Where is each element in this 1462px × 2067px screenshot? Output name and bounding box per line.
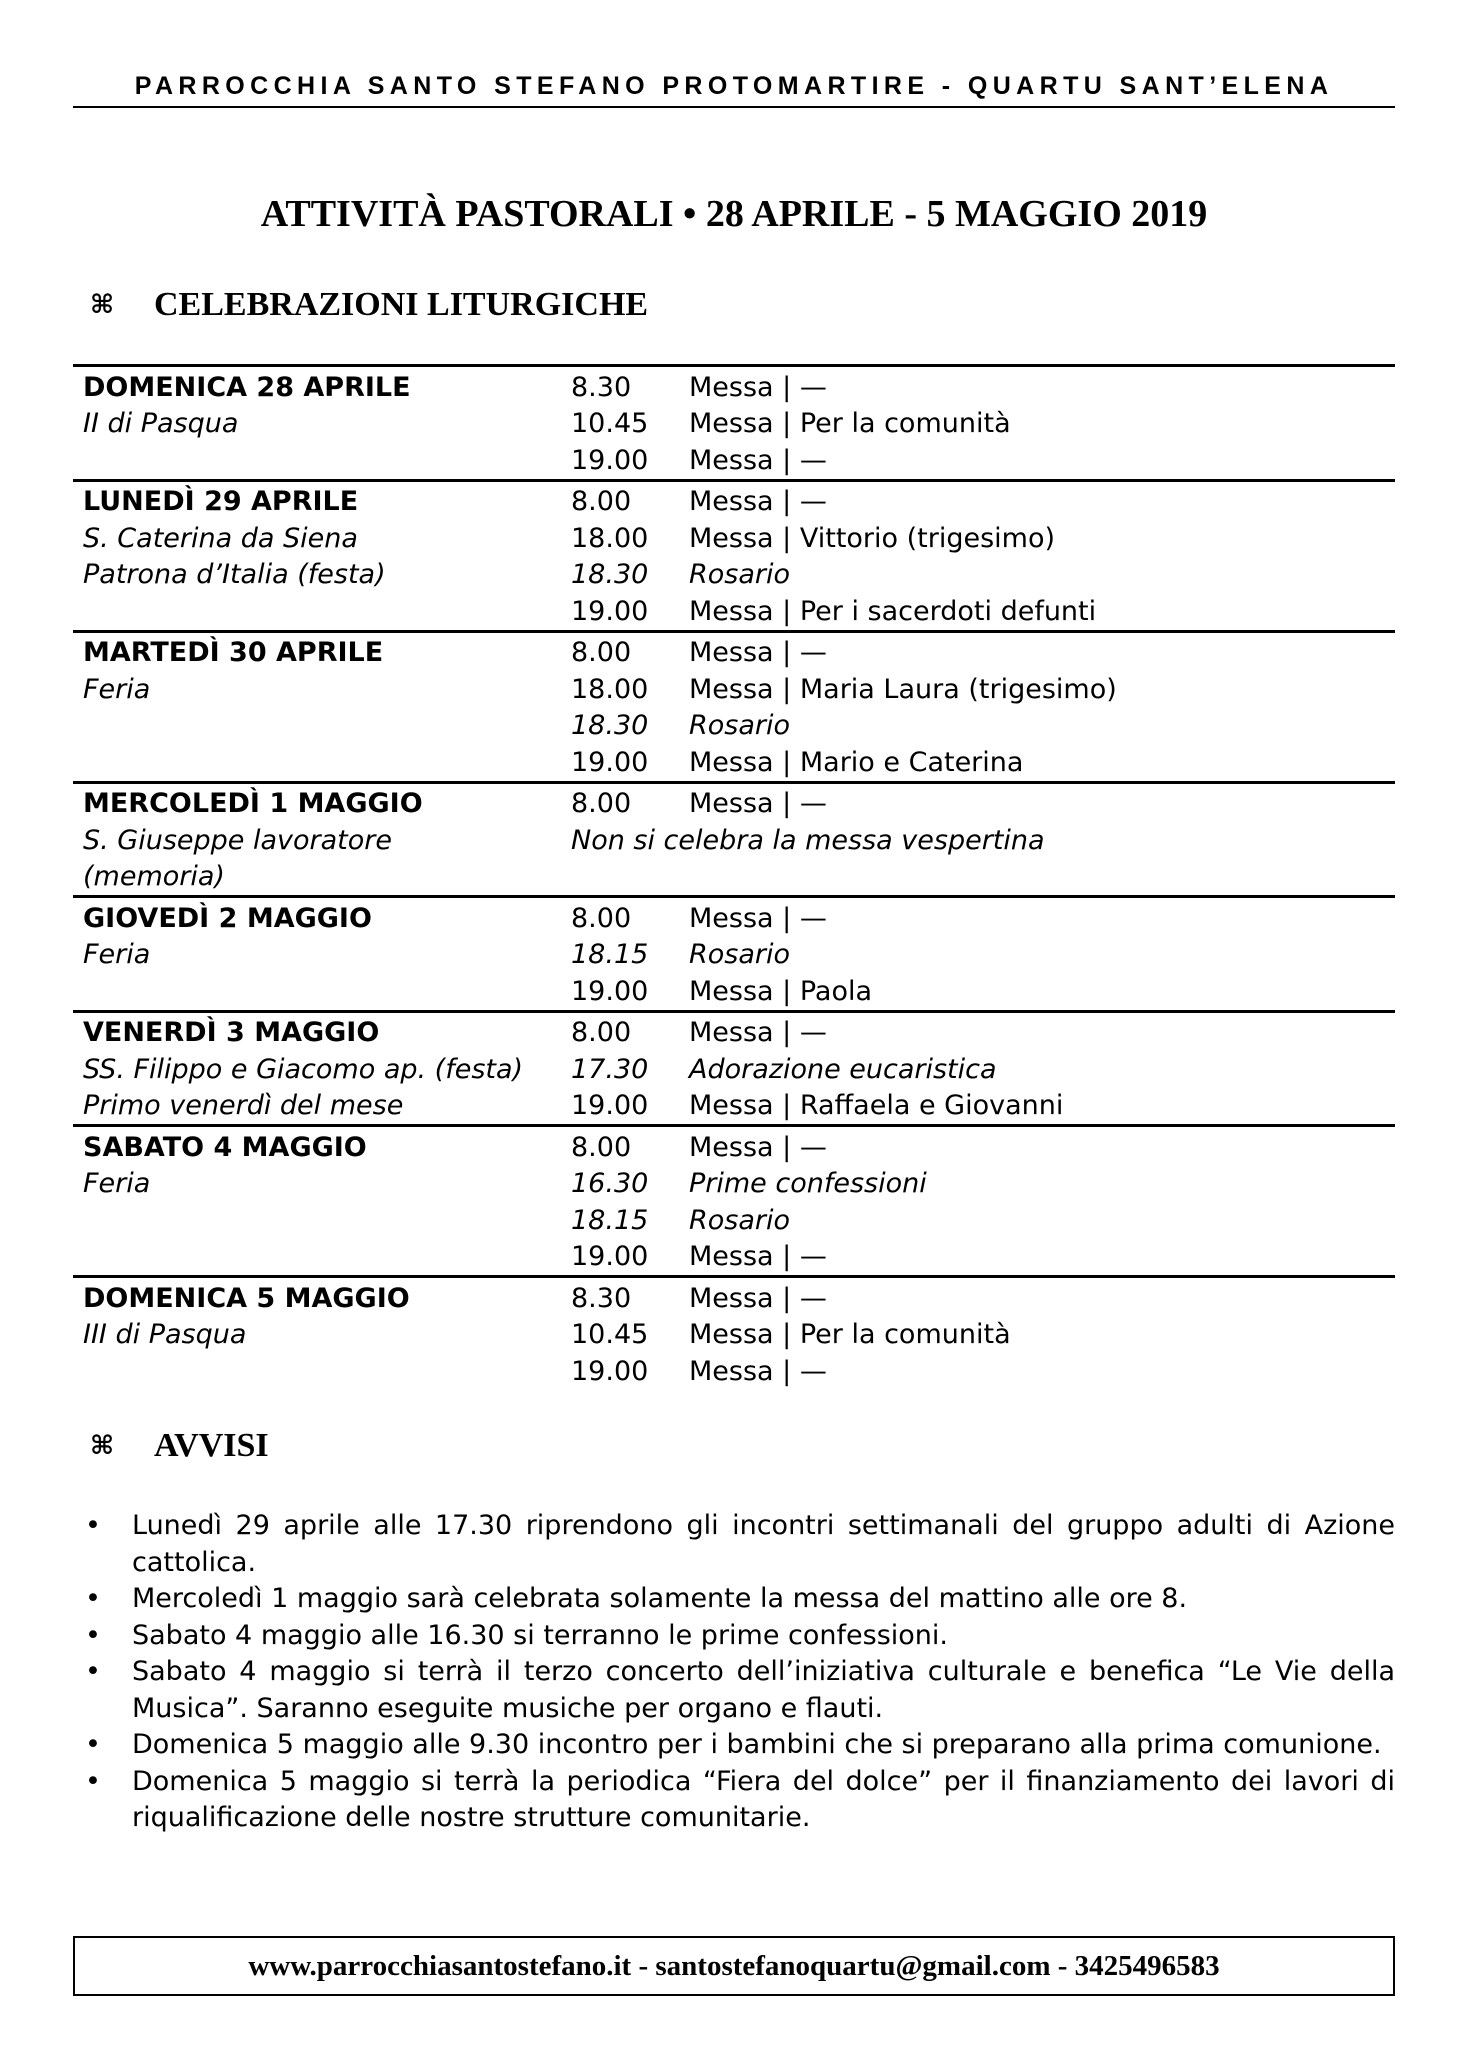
section-bullet-icon: ⌘	[90, 290, 115, 319]
entry-description: Messa | Raffaela e Giovanni	[689, 1090, 1064, 1122]
day-subtitle: S. Giuseppe lavoratore	[83, 824, 392, 856]
entry-time: 8.00	[571, 1017, 632, 1049]
parish-header: PARROCCHIA SANTO STEFANO PROTOMARTIRE - QUARTU SANT’ELENA	[73, 70, 1395, 108]
entry-time: 19.00	[571, 746, 649, 778]
schedule-row	[73, 1088, 1395, 1125]
entry-description: Messa | —	[689, 1131, 827, 1163]
page-title: ATTIVITÀ PASTORALI • 28 APRILE - 5 MAGGIO 2019	[260, 193, 1208, 235]
day-block	[73, 1124, 1395, 1275]
schedule-row	[73, 1166, 1395, 1203]
day-subtitle: Patrona d’Italia (festa)	[83, 559, 386, 591]
schedule-row	[73, 1353, 1395, 1390]
liturgy-schedule	[73, 364, 1395, 1390]
schedule-row	[73, 593, 1395, 630]
entry-time: 8.00	[571, 902, 632, 934]
day-name: SABATO 4 MAGGIO	[83, 1131, 367, 1163]
day-subtitle: II di Pasqua	[83, 408, 239, 440]
schedule-row	[73, 369, 1395, 406]
schedule-row	[73, 900, 1395, 937]
entry-time: 18.15	[571, 1204, 649, 1236]
entry-description: Messa | Paola	[689, 975, 873, 1007]
entry-time: 18.00	[571, 522, 649, 554]
entry-description: Messa | —	[689, 1017, 827, 1049]
entry-time: 19.00	[571, 975, 649, 1007]
entry-time: 10.45	[571, 408, 649, 440]
schedule-row	[73, 1129, 1395, 1166]
entry-description: Adorazione eucaristica	[689, 1053, 997, 1085]
entry-description: Messa | —	[689, 1241, 827, 1273]
day-name: MERCOLEDÌ 1 MAGGIO	[83, 788, 423, 820]
entry-time: 16.30	[571, 1168, 649, 1200]
day-subtitle: Feria	[83, 673, 151, 705]
entry-time: 18.00	[571, 673, 649, 705]
schedule-row	[73, 1015, 1395, 1052]
day-name: MARTEDÌ 30 APRILE	[83, 637, 384, 669]
notice-text: Domenica 5 maggio alle 9.30 incontro per i bambini che si preparano alla prima comunione.	[132, 1729, 1382, 1760]
day-block	[73, 479, 1395, 630]
notice-text: Sabato 4 maggio alle 16.30 si terranno le prime confessioni.	[132, 1619, 948, 1651]
entry-time: 8.30	[571, 1282, 632, 1314]
entry-description: Messa | Mario e Caterina	[689, 746, 1024, 778]
schedule-row	[73, 1239, 1395, 1276]
day-block	[73, 781, 1395, 896]
entry-description: Messa | Per la comunità	[689, 1319, 1011, 1351]
day-subtitle: SS. Filippo e Giacomo ap. (festa)	[83, 1053, 524, 1085]
section-liturgy-heading	[90, 283, 648, 327]
day-block	[73, 895, 1395, 1010]
entry-description: Messa | Per i sacerdoti defunti	[689, 595, 1097, 627]
day-block	[73, 1010, 1395, 1125]
notice-item	[73, 1618, 1395, 1655]
schedule-row	[73, 671, 1395, 708]
schedule-row	[73, 1317, 1395, 1354]
schedule-row	[73, 1051, 1395, 1088]
day-subtitle: Feria	[83, 939, 151, 971]
entry-description: Messa | Vittorio (trigesimo)	[689, 522, 1056, 554]
entry-time: 19.00	[571, 1355, 649, 1387]
schedule-row	[73, 484, 1395, 521]
schedule-row	[73, 859, 1395, 896]
footer-contacts: www.parrocchiasantostefano.it - santostefanoquartu@gmail.com - 3425496583	[248, 1949, 1220, 1982]
notice-text: Lunedì 29 aprile alle 17.30 riprendono gli incontri settimanali del gruppo adulti di Azione cattolica.	[132, 1510, 1395, 1578]
entry-description: Rosario	[689, 939, 791, 971]
day-subtitle: S. Caterina da Siena	[83, 522, 358, 554]
notice-text: Mercoledì 1 maggio sarà celebrata solamente la messa del mattino alle ore 8.	[132, 1583, 1188, 1614]
notice-item	[73, 1727, 1395, 1764]
schedule-row	[73, 520, 1395, 557]
schedule-row	[73, 786, 1395, 823]
entry-description: Messa | Per la comunità	[689, 408, 1011, 440]
notices-list	[73, 1508, 1395, 1837]
day-name: DOMENICA 5 MAGGIO	[83, 1282, 410, 1314]
entry-description: Rosario	[689, 1204, 791, 1236]
notice-text: Domenica 5 maggio si terrà la periodica “Fiera del dolce” per il finanziamento dei lavori di riqualificazione delle nostre strutture comunitarie.	[132, 1765, 1395, 1833]
entry-time: 18.30	[571, 559, 649, 591]
bullet-icon: •	[85, 1510, 101, 1541]
entry-time: 19.00	[571, 1241, 649, 1273]
entry-description: Messa | —	[689, 444, 827, 476]
schedule-row	[73, 937, 1395, 974]
notice-item	[73, 1654, 1395, 1727]
bullet-icon: •	[85, 1583, 101, 1614]
entry-time: 8.00	[571, 637, 632, 669]
entry-description: Rosario	[689, 710, 791, 742]
notice-item	[73, 1508, 1395, 1581]
schedule-row	[73, 822, 1395, 859]
entry-time: 10.45	[571, 1319, 649, 1351]
entry-description: Messa | —	[689, 1282, 827, 1314]
bullet-icon: •	[85, 1656, 101, 1687]
day-subtitle: Feria	[83, 1168, 151, 1200]
section-notices-title: AVVISI	[154, 1427, 269, 1464]
schedule-row	[73, 973, 1395, 1010]
entry-description: Rosario	[689, 559, 791, 591]
schedule-row	[73, 744, 1395, 781]
entry-note: Non si celebra la messa vespertina	[571, 824, 1045, 856]
day-subtitle: III di Pasqua	[83, 1319, 247, 1351]
entry-time: 8.00	[571, 486, 632, 518]
day-name: LUNEDÌ 29 APRILE	[83, 486, 359, 518]
entry-description: Messa | —	[689, 1355, 827, 1387]
schedule-row	[73, 635, 1395, 672]
entry-description: Prime confessioni	[689, 1168, 927, 1200]
bullet-icon: •	[85, 1765, 101, 1797]
day-block	[73, 630, 1395, 781]
entry-time: 18.15	[571, 939, 649, 971]
entry-time: 8.00	[571, 788, 632, 820]
section-liturgy-title: CELEBRAZIONI LITURGICHE	[154, 286, 649, 323]
day-block	[73, 1275, 1395, 1390]
notice-text: Sabato 4 maggio si terrà il terzo concerto dell’iniziativa culturale e benefica “Le Vie della Musica”. Saranno eseguite musiche per organo e flauti.	[132, 1656, 1395, 1724]
section-bullet-icon: ⌘	[90, 1431, 115, 1460]
entry-time: 19.00	[571, 1090, 649, 1122]
entry-time: 8.00	[571, 1131, 632, 1163]
schedule-row	[73, 1280, 1395, 1317]
schedule-row	[73, 557, 1395, 594]
entry-description: Messa | —	[689, 637, 827, 669]
schedule-row	[73, 708, 1395, 745]
entry-description: Messa | —	[689, 788, 827, 820]
entry-time: 19.00	[571, 595, 649, 627]
day-block	[73, 364, 1395, 479]
entry-time: 17.30	[571, 1053, 649, 1085]
schedule-row	[73, 442, 1395, 479]
day-subtitle: (memoria)	[83, 861, 225, 893]
contact-footer	[73, 1936, 1395, 1996]
day-name: GIOVEDÌ 2 MAGGIO	[83, 902, 372, 934]
entry-time: 8.30	[571, 371, 632, 403]
day-name: DOMENICA 28 APRILE	[83, 371, 411, 403]
schedule-row	[73, 1202, 1395, 1239]
notice-item	[73, 1581, 1395, 1618]
entry-time: 19.00	[571, 444, 649, 476]
entry-description: Messa | —	[689, 486, 827, 518]
day-subtitle: Primo venerdì del mese	[83, 1090, 404, 1122]
schedule-row	[73, 406, 1395, 443]
notice-item	[73, 1764, 1395, 1837]
entry-description: Messa | —	[689, 371, 827, 403]
entry-description: Messa | —	[689, 902, 827, 934]
entry-time: 18.30	[571, 710, 649, 742]
section-notices-heading	[90, 1424, 269, 1468]
day-name: VENERDÌ 3 MAGGIO	[83, 1017, 380, 1049]
bullet-icon: •	[85, 1729, 101, 1760]
entry-description: Messa | Maria Laura (trigesimo)	[689, 673, 1117, 705]
bullet-icon: •	[85, 1619, 101, 1651]
